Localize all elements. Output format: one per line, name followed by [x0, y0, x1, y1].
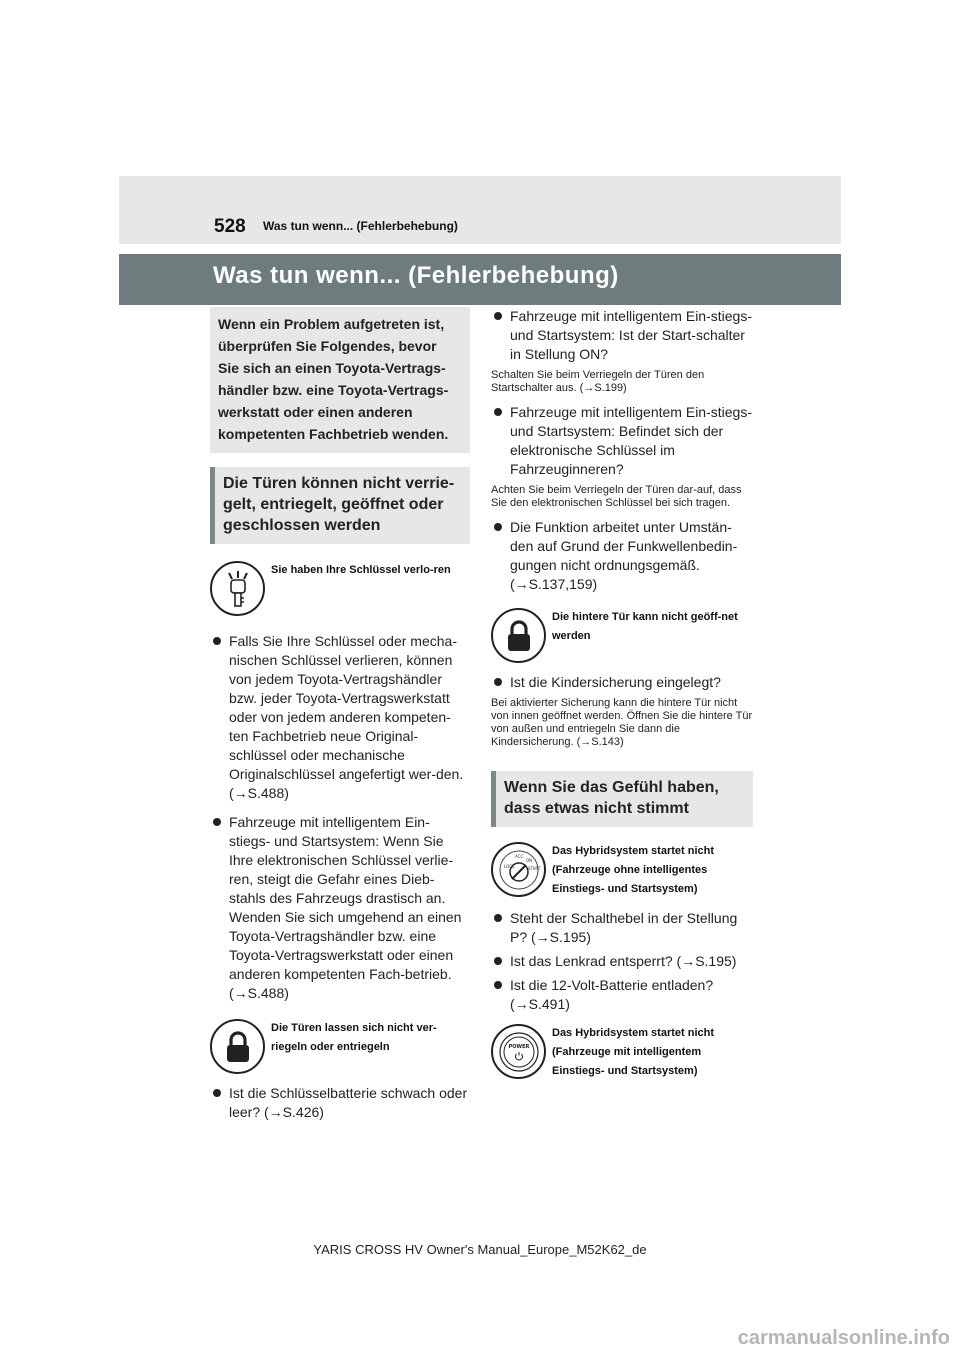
bullet-shift-p: Steht der Schalthebel in der Stellung P? (→S.195)	[491, 909, 753, 947]
cannot-lock-caption: Die Türen lassen sich nicht ver-riegeln oder entriegeln	[271, 1022, 437, 1053]
rear-door-row	[491, 608, 753, 663]
ignition-switch-icon	[491, 842, 546, 897]
section-heading-doors: Die Türen können nicht verrie-gelt, entriegelt, geöffnet oder geschlossen werden	[210, 467, 470, 544]
watermark: carmanualsonline.info	[737, 1327, 950, 1349]
lock-icon	[210, 1019, 265, 1074]
bullet-key-inside: Fahrzeuge mit intelligentem Ein-stiegs- und Startsystem: Befindet sich der elektronische Schlüssel im Fahrzeuginneren?	[491, 403, 753, 479]
ignition-label: ON	[525, 857, 532, 863]
power-switch-icon	[491, 1024, 546, 1079]
smart-row	[491, 1024, 753, 1081]
lock-icon	[491, 608, 546, 663]
power-label: POWER	[508, 1043, 529, 1050]
page-title: Was tun wenn... (Fehlerbehebung)	[213, 262, 619, 289]
bullet-lost-keys-2: Fahrzeuge mit intelligentem Ein-stiegs- und Startsystem: Wenn Sie Ihre elektronischen Schlüssel verlie-ren, steigt die Gefahr eines Dieb-stahls des Fahrzeugs drastisch an. Wenden Sie sich umgehend an einen Toyota-Vertragshändler bzw. eine Toyota-Vertragswerkstatt oder einen anderen kompetenten Fach-betrieb. (→S.488)	[210, 813, 470, 1003]
section-heading-feeling: Wenn Sie das Gefühl haben, dass etwas nicht stimmt	[491, 771, 753, 827]
bullet-key-battery: Ist die Schlüsselbatterie schwach oder leer? (→S.426)	[210, 1084, 470, 1122]
intro-box: Wenn ein Problem aufgetreten ist, überprüfen Sie Folgendes, bevor Sie sich an einen Toyota-Vertrags-händler bzw. eine Toyota-Vertrags-werkstatt oder einen anderen kompetenten Fachbetrieb wenden.	[210, 307, 470, 453]
ignition-label: LOCK	[503, 863, 515, 869]
smart-caption: Das Hybridsystem startet nicht (Fahrzeuge mit intelligentem Einstiegs- und Startsystem)	[552, 1027, 714, 1077]
lost-keys-row	[210, 561, 470, 616]
bullet-start-switch: Fahrzeuge mit intelligentem Ein-stiegs- und Startsystem: Ist der Start-schalter in Stellung ON?	[491, 307, 753, 364]
cannot-lock-row	[210, 1019, 470, 1074]
footer-text: YARIS CROSS HV Owner's Manual_Europe_M52K62_de	[313, 1242, 647, 1257]
bullet-child-lock: Ist die Kindersicherung eingelegt?	[491, 673, 753, 692]
ignition-label: ACC	[514, 853, 523, 859]
note-start-switch: Schalten Sie beim Verriegeln der Türen den Startschalter aus. (→S.199)	[491, 369, 705, 394]
lost-keys-caption: Sie haben Ihre Schlüssel verlo-ren	[271, 564, 451, 576]
rear-door-caption: Die hintere Tür kann nicht geöff-net werden	[552, 611, 738, 642]
key-icon	[210, 561, 265, 616]
bullet-steering: Ist das Lenkrad entsperrt? (→S.195)	[491, 952, 753, 971]
ignition-label: START	[527, 865, 540, 871]
note-key-inside: Achten Sie beim Verriegeln der Türen dar-auf, dass Sie den elektronischen Schlüssel bei sich tragen.	[491, 484, 742, 509]
no-smart-caption: Das Hybridsystem startet nicht (Fahrzeuge ohne intelligentes Einstiegs- und Startsystem)	[552, 845, 714, 895]
bullet-radio-waves: Die Funktion arbeitet unter Umstän-den auf Grund der Funkwellenbedin-gungen nicht ordnungsgemäß. (→S.137,159)	[491, 518, 753, 594]
note-child-lock: Bei aktivierter Sicherung kann die hintere Tür nicht von innen geöffnet werden. Öffnen Sie die hintere Tür von außen und entriegeln Sie dann die Kindersicherung. (→S.143)	[491, 697, 753, 748]
bullet-lost-keys-1: Falls Sie Ihre Schlüssel oder mecha-nischen Schlüssel verlieren, können von jedem Toyota-Vertragshändler bzw. jeder Toyota-Vertragswerkstatt oder von jedem anderen kompeten-ten Fachbetrieb neue Original-schlüssel oder mechanische Originalschlüssel angefertigt wer-den. (→S.488)	[210, 632, 470, 803]
no-smart-row	[491, 842, 753, 899]
page-number: 528	[214, 216, 246, 237]
left-column	[210, 307, 470, 1122]
right-column	[491, 307, 753, 1081]
running-title: Was tun wenn... (Fehlerbehebung)	[263, 219, 458, 233]
bullet-battery: Ist die 12-Volt-Batterie entladen? (→S.491)	[491, 976, 753, 1014]
